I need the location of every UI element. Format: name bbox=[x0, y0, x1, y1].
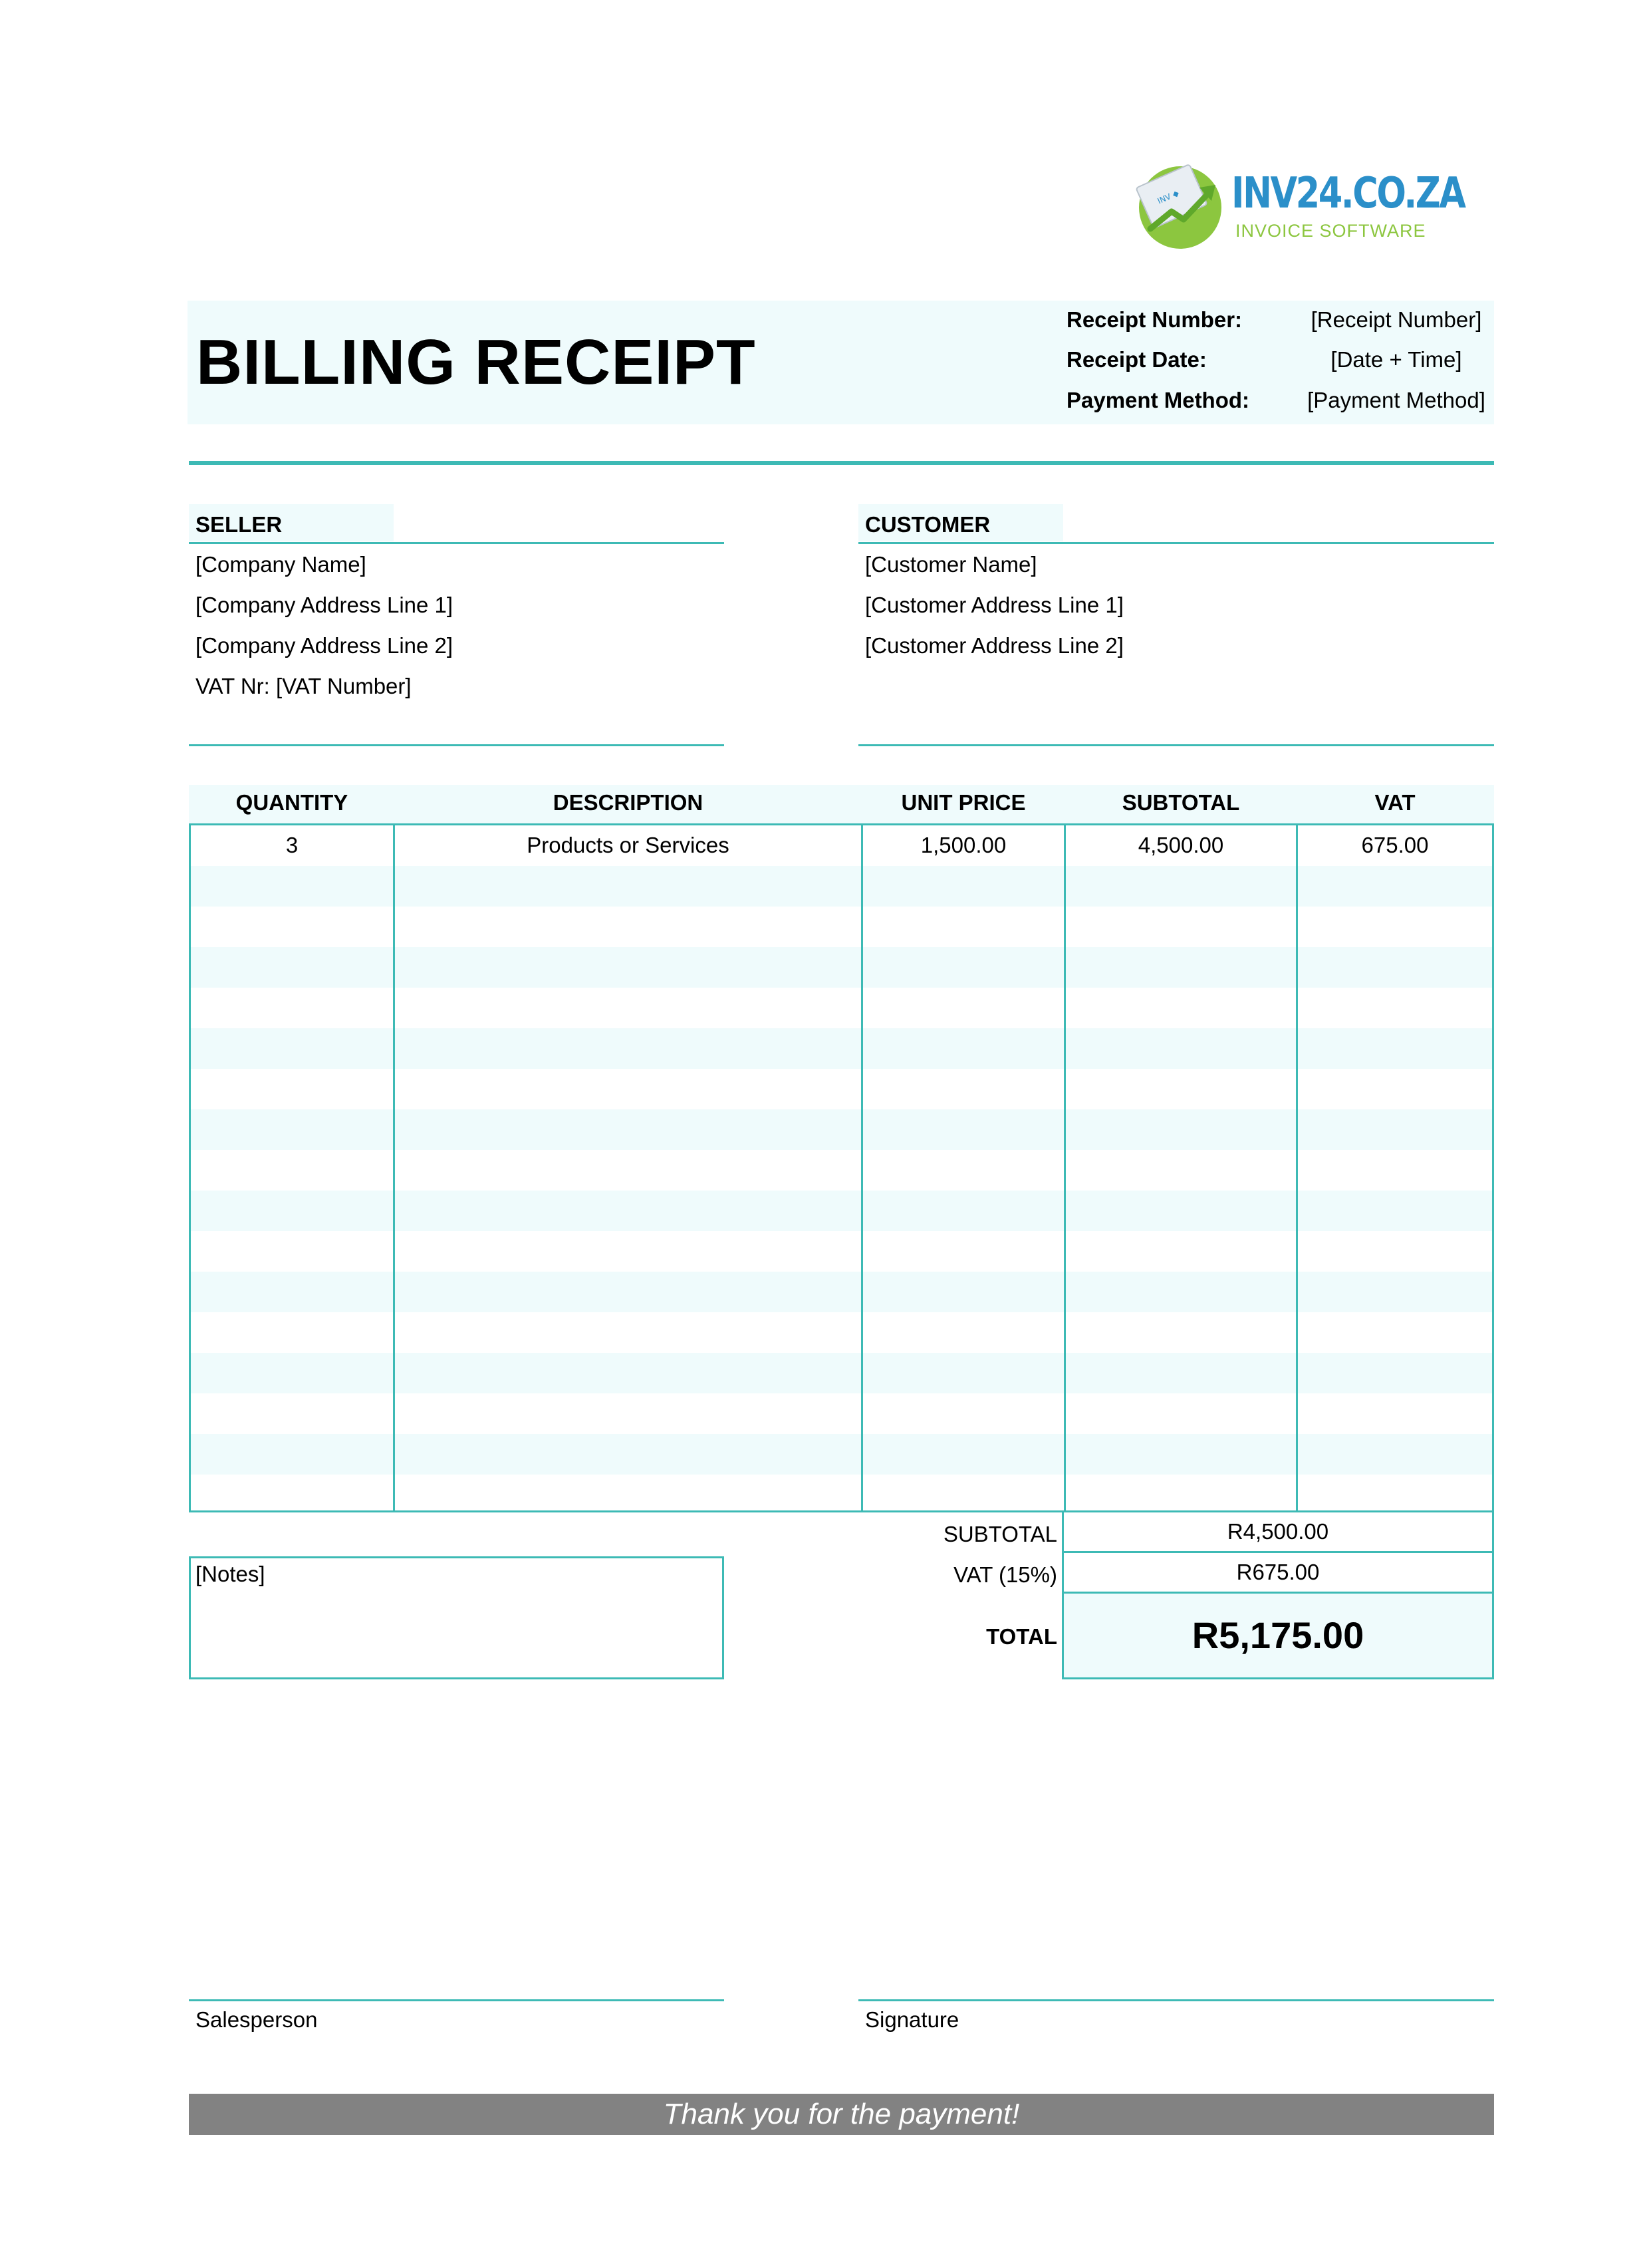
row-1-vat: 675.00 bbox=[1361, 833, 1429, 857]
column-header-subtotal: SUBTOTAL bbox=[1122, 790, 1240, 815]
row-1-subtotal: 4,500.00 bbox=[1138, 833, 1224, 857]
subtotal-value: R4,500.00 bbox=[1062, 1510, 1494, 1553]
items-table bbox=[189, 823, 1494, 1512]
customer-heading: CUSTOMER bbox=[858, 504, 1063, 541]
row-1-unit-price: 1,500.00 bbox=[920, 833, 1007, 857]
company-logo bbox=[1130, 154, 1465, 254]
vat-label: VAT (15%) bbox=[953, 1562, 1057, 1587]
seller-address-line-1: [Company Address Line 1] bbox=[195, 593, 453, 617]
header-divider bbox=[189, 461, 1494, 465]
receipt-number-value: [Receipt Number] bbox=[1311, 307, 1482, 332]
row-1-quantity: 3 bbox=[285, 833, 299, 857]
logo-tagline: INVOICE SOFTWARE bbox=[1235, 221, 1426, 241]
column-header-unit-price: UNIT PRICE bbox=[901, 790, 1026, 815]
customer-bottom-rule bbox=[858, 744, 1494, 746]
row-1-description: Products or Services bbox=[527, 833, 729, 857]
column-header-vat: VAT bbox=[1374, 790, 1416, 815]
receipt-number-label: Receipt Number: bbox=[1067, 307, 1243, 332]
customer-heading-rule bbox=[858, 542, 1494, 544]
total-label: TOTAL bbox=[986, 1624, 1057, 1649]
thank-you-banner: Thank you for the payment! bbox=[189, 2094, 1494, 2135]
column-divider bbox=[393, 823, 395, 1512]
salesperson-label: Salesperson bbox=[195, 2007, 318, 2032]
vat-total-value: R675.00 bbox=[1062, 1551, 1494, 1594]
notes-placeholder: [Notes] bbox=[195, 1562, 265, 1586]
svg-text:INV ◆: INV ◆ bbox=[1156, 188, 1181, 206]
seller-heading-rule bbox=[189, 542, 724, 544]
customer-signature-line bbox=[858, 1999, 1494, 2001]
seller-vat-number: VAT Nr: [VAT Number] bbox=[195, 674, 412, 698]
receipt-date-label: Receipt Date: bbox=[1067, 347, 1207, 372]
seller-company-name: [Company Name] bbox=[195, 552, 366, 577]
notes-box[interactable] bbox=[189, 1556, 724, 1679]
column-divider bbox=[1064, 823, 1066, 1512]
salesperson-signature-line bbox=[189, 1999, 724, 2001]
column-divider bbox=[861, 823, 863, 1512]
payment-method-value: [Payment Method] bbox=[1307, 388, 1485, 412]
document-title: BILLING RECEIPT bbox=[196, 327, 756, 398]
receipt-date-value: [Date + Time] bbox=[1330, 347, 1462, 372]
column-divider bbox=[1296, 823, 1298, 1512]
payment-method-label: Payment Method: bbox=[1067, 388, 1250, 412]
customer-address-line-2: [Customer Address Line 2] bbox=[865, 633, 1124, 658]
signature-label: Signature bbox=[865, 2007, 959, 2032]
customer-address-line-1: [Customer Address Line 1] bbox=[865, 593, 1124, 617]
subtotal-label: SUBTOTAL bbox=[943, 1522, 1057, 1546]
seller-heading: SELLER bbox=[189, 504, 394, 541]
total-value: R5,175.00 bbox=[1062, 1592, 1494, 1679]
column-header-quantity: QUANTITY bbox=[235, 790, 348, 815]
seller-address-line-2: [Company Address Line 2] bbox=[195, 633, 453, 658]
column-header-description: DESCRIPTION bbox=[553, 790, 703, 815]
seller-bottom-rule bbox=[189, 744, 724, 746]
logo-chart-icon bbox=[1130, 154, 1230, 254]
logo-brand-text: INV24.CO.ZA bbox=[1231, 169, 1465, 218]
customer-name: [Customer Name] bbox=[865, 552, 1037, 577]
